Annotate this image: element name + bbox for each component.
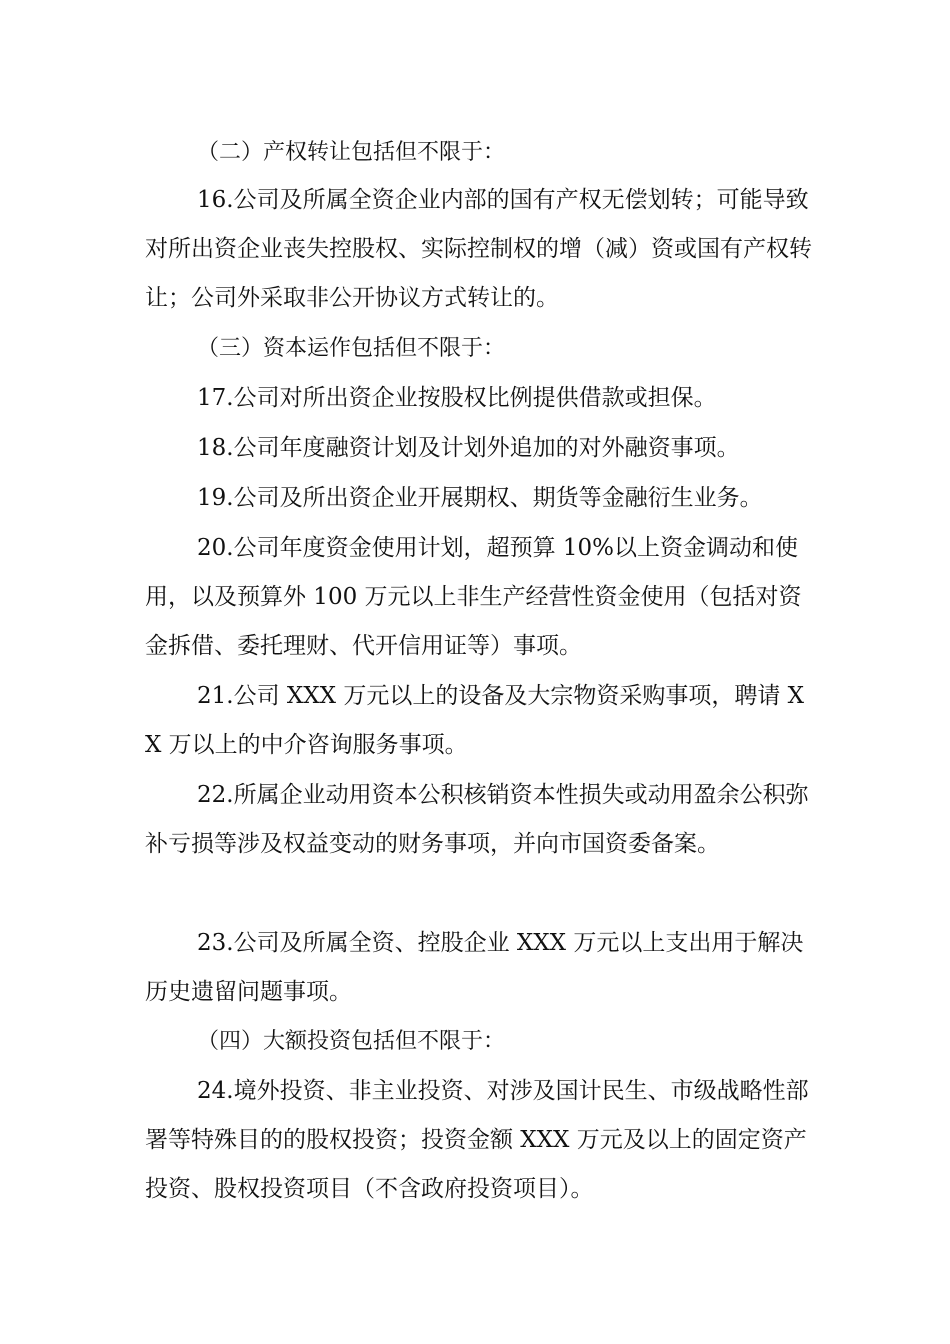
paragraph-item-17: 17.公司对所出资企业按股权比例提供借款或担保。 — [197, 385, 717, 411]
paragraph-item-23: 23.公司及所属全资、控股企业 XXX 万元以上支出用于解决历史遗留问题事项。 — [145, 930, 804, 1005]
paragraph-item-18: 18.公司年度融资计划及计划外追加的对外融资事项。 — [197, 435, 740, 461]
paragraph-item-24: 24.境外投资、非主业投资、对涉及国计民生、市级战略性部署等特殊目的的股权投资；投资金额 XXX 万元及以上的固定资产投资、股权投资项目（不含政府投资项目）。 — [145, 1078, 809, 1202]
paragraph-item-21: 21.公司 XXX 万元以上的设备及大宗物资采购事项，聘请 XX 万以上的中介咨询服务事项。 — [145, 683, 805, 758]
paragraph-item-20: 20.公司年度资金使用计划，超预算 10%以上资金调动和使用，以及预算外 100 万元以上非生产经营性资金使用（包括对资金拆借、委托理财、代开信用证等）事项。 — [145, 535, 802, 659]
section-heading-2: （二）产权转让包括但不限于： — [197, 140, 506, 165]
section-heading-3: （三）资本运作包括但不限于： — [197, 336, 506, 361]
paragraph-item-19: 19.公司及所出资企业开展期权、期货等金融衍生业务。 — [197, 485, 763, 511]
paragraph-item-22: 22.所属企业动用资本公积核销资本性损失或动用盈余公积弥补亏损等涉及权益变动的财务事项，并向市国资委备案。 — [145, 782, 809, 857]
section-heading-4: （四）大额投资包括但不限于： — [197, 1029, 506, 1054]
paragraph-item-16: 16.公司及所属全资企业内部的国有产权无偿划转；可能导致对所出资企业丧失控股权、实际控制权的增（减）资或国有产权转让；公司外采取非公开协议方式转让的。 — [145, 187, 812, 311]
